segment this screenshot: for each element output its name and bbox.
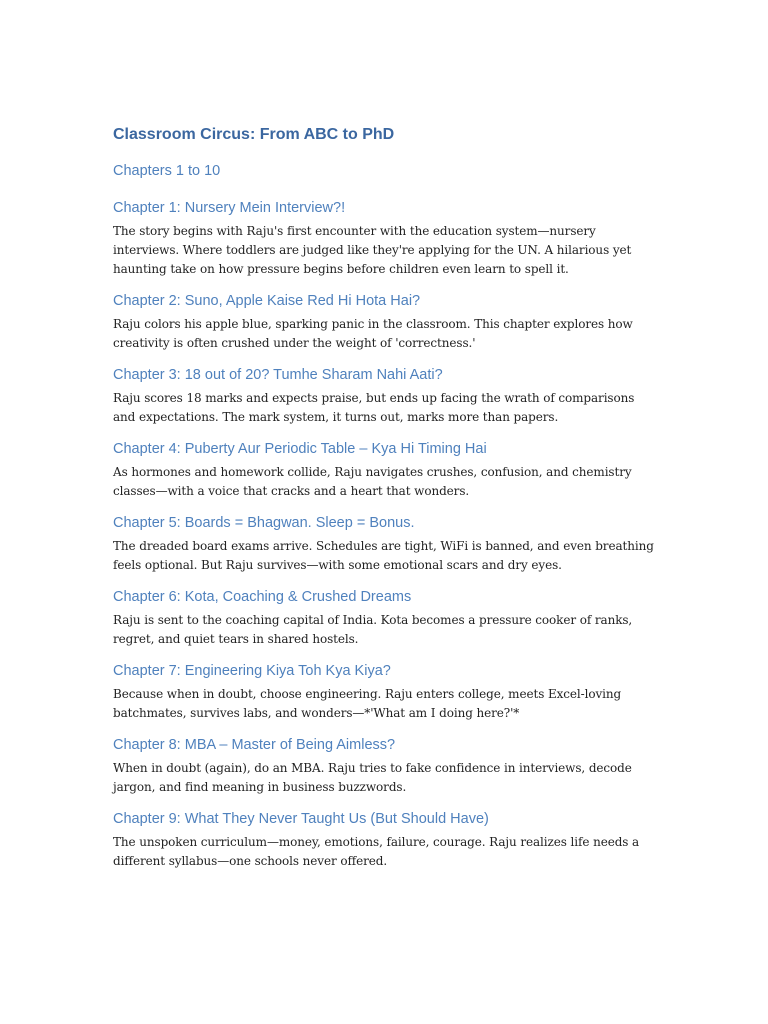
chapter-summary: The dreaded board exams arrive. Schedules are tight, WiFi is banned, and even breathing feels optional. But Raju survives—with some emotional scars and dry eyes. (113, 539, 654, 572)
chapter-summary: As hormones and homework collide, Raju navigates crushes, confusion, and chemistry classes—with a voice that cracks and a heart that wonders. (113, 465, 632, 498)
chapter-section-6 (113, 587, 658, 649)
chapter-summary: Raju colors his apple blue, sparking panic in the classroom. This chapter explores how creativity is often crushed under the weight of 'correctness.' (113, 317, 633, 350)
chapter-heading: Chapter 6: Kota, Coaching & Crushed Dreams (113, 589, 412, 605)
chapter-heading: Chapter 2: Suno, Apple Kaise Red Hi Hota Hai? (113, 293, 421, 309)
chapter-heading: Chapter 1: Nursery Mein Interview?! (113, 200, 346, 216)
chapter-summary: Raju is sent to the coaching capital of India. Kota becomes a pressure cooker of ranks, regret, and quiet tears in shared hostels. (113, 613, 633, 646)
chapter-section-1 (113, 198, 658, 279)
chapter-section-2 (113, 291, 658, 353)
chapter-heading: Chapter 9: What They Never Taught Us (But Should Have) (113, 811, 489, 827)
chapter-section-5 (113, 513, 658, 575)
chapter-summary: When in doubt (again), do an MBA. Raju tries to fake confidence in interviews, decode jargon, and find meaning in business buzzwords. (113, 761, 632, 794)
chapter-section-8 (113, 735, 658, 797)
chapter-section-9 (113, 809, 658, 871)
chapter-summary: The story begins with Raju's first encounter with the education system—nursery interviews. Where toddlers are judged like they're applying for the UN. A hilarious yet haunting take on how pressure begins before children even learn to spell it. (113, 224, 632, 276)
chapter-summary: The unspoken curriculum—money, emotions, failure, courage. Raju realizes life needs a different syllabus—one schools never offered. (113, 835, 640, 868)
document-content (113, 124, 658, 871)
document-title: Classroom Circus: From ABC to PhD (113, 126, 395, 143)
chapter-section-7 (113, 661, 658, 723)
chapter-summary: Raju scores 18 marks and expects praise, but ends up facing the wrath of comparisons and expectations. The mark system, it turns out, marks more than papers. (113, 391, 635, 424)
chapter-summary: Because when in doubt, choose engineering. Raju enters college, meets Excel-loving batchmates, survives labs, and wonders—*'What am I doing here?'* (113, 687, 622, 720)
chapter-heading: Chapter 8: MBA – Master of Being Aimless? (113, 737, 396, 753)
chapter-heading: Chapter 4: Puberty Aur Periodic Table – Kya Hi Timing Hai (113, 441, 487, 457)
chapter-section-4 (113, 439, 658, 501)
document-subtitle: Chapters 1 to 10 (113, 163, 221, 179)
chapter-heading: Chapter 5: Boards = Bhagwan. Sleep = Bonus. (113, 515, 415, 531)
chapter-section-3 (113, 365, 658, 427)
chapter-heading: Chapter 3: 18 out of 20? Tumhe Sharam Nahi Aati? (113, 367, 443, 383)
chapter-heading: Chapter 7: Engineering Kiya Toh Kya Kiya? (113, 663, 391, 679)
